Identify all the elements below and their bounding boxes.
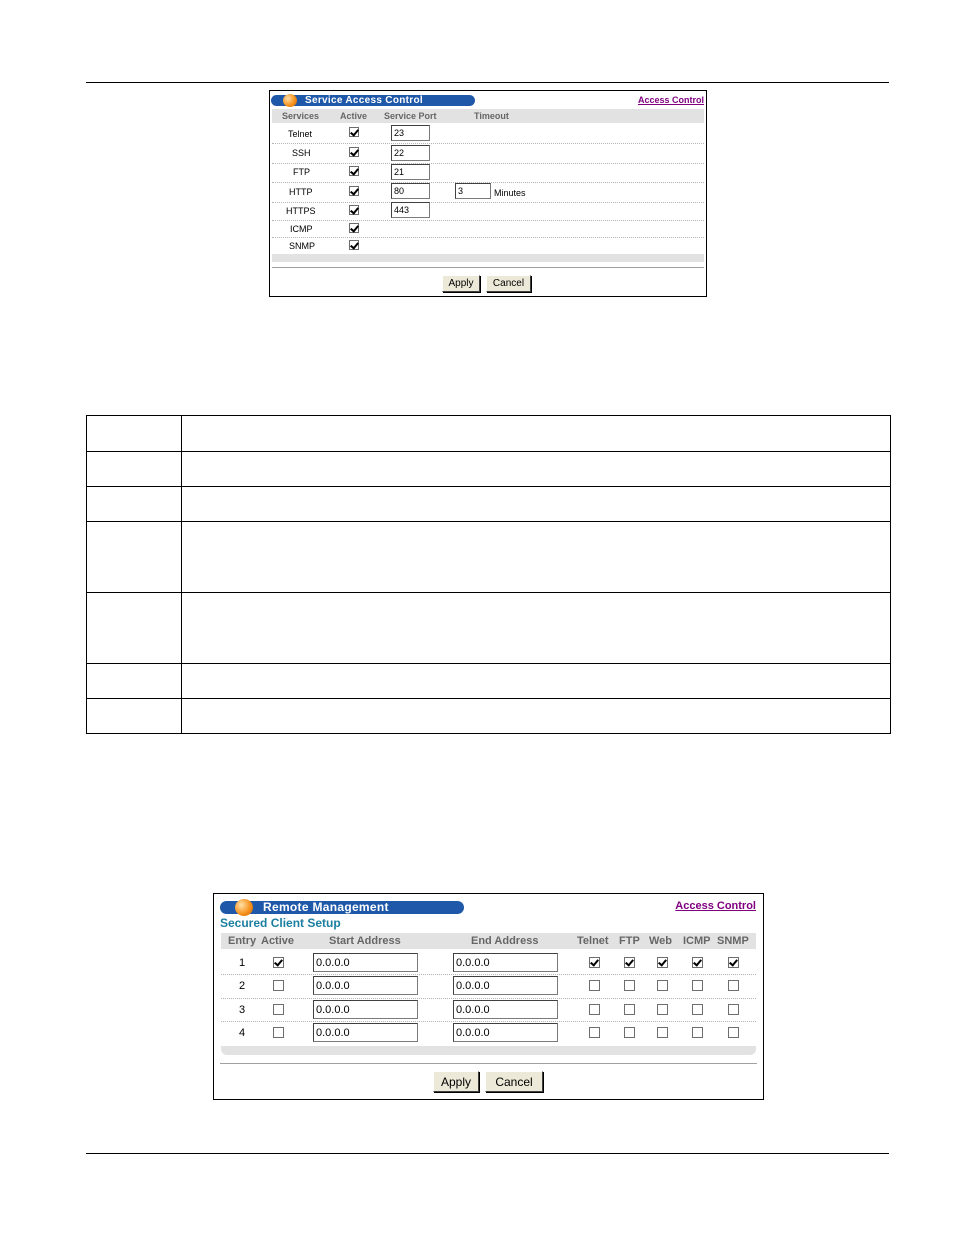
header-start-address: Start Address [329, 935, 401, 947]
header-end-address: End Address [471, 935, 539, 947]
ssh-port-input[interactable] [391, 145, 430, 161]
orb-icon [283, 94, 297, 107]
entry-1-ftp-checkbox[interactable] [624, 957, 635, 968]
table-row [87, 593, 891, 664]
service-name-https: HTTPS [286, 206, 316, 216]
table-row [87, 664, 891, 699]
apply-button[interactable]: Apply [433, 1071, 479, 1092]
snmp-active-checkbox[interactable] [349, 240, 359, 250]
entry-2-web-checkbox[interactable] [657, 980, 668, 991]
button-separator [272, 267, 704, 268]
entry-4-snmp-checkbox[interactable] [728, 1027, 739, 1038]
orb-icon [235, 899, 253, 916]
entry-3-icmp-checkbox[interactable] [692, 1004, 703, 1015]
http-timeout-input[interactable] [455, 183, 491, 199]
entry-2-ftp-checkbox[interactable] [624, 980, 635, 991]
http-port-input[interactable] [391, 183, 430, 199]
apply-button[interactable]: Apply [442, 275, 480, 292]
entry-2-telnet-checkbox[interactable] [589, 980, 600, 991]
entry-1-end-address-input[interactable] [453, 953, 558, 972]
service-name-icmp: ICMP [290, 224, 313, 234]
header-services: Services [282, 111, 320, 121]
remote-management-panel [213, 893, 764, 1100]
timeout-unit-label: Minutes [494, 188, 526, 198]
entry-number-4: 4 [239, 1027, 246, 1039]
entry-2-active-checkbox[interactable] [273, 980, 284, 991]
field-description-table [86, 415, 891, 734]
table-row [87, 522, 891, 593]
icmp-active-checkbox[interactable] [349, 223, 359, 233]
entry-2-icmp-checkbox[interactable] [692, 980, 703, 991]
access-control-link[interactable]: Access Control [637, 95, 704, 105]
header-snmp: SNMP [717, 935, 749, 947]
footer-rule [86, 1153, 889, 1154]
entry-2-start-address-input[interactable] [313, 976, 418, 995]
service-name-ssh: SSH [292, 148, 311, 158]
table-row [87, 699, 891, 734]
table-footer-bar [221, 1046, 756, 1055]
panel-title [220, 901, 464, 914]
entry-4-start-address-input[interactable] [313, 1023, 418, 1042]
https-port-input[interactable] [391, 202, 430, 218]
service-name-http: HTTP [289, 187, 313, 197]
entry-3-snmp-checkbox[interactable] [728, 1004, 739, 1015]
https-active-checkbox[interactable] [349, 205, 359, 215]
ftp-port-input[interactable] [391, 164, 430, 180]
entry-3-ftp-checkbox[interactable] [624, 1004, 635, 1015]
header-timeout: Timeout [474, 111, 509, 121]
telnet-active-checkbox[interactable] [349, 127, 359, 137]
entry-1-web-checkbox[interactable] [657, 957, 668, 968]
entry-3-start-address-input[interactable] [313, 1000, 418, 1019]
panel-title-text: Service Access Control [305, 95, 423, 106]
entry-3-active-checkbox[interactable] [273, 1004, 284, 1015]
ssh-active-checkbox[interactable] [349, 147, 359, 157]
button-separator [220, 1063, 757, 1064]
entry-4-active-checkbox[interactable] [273, 1027, 284, 1038]
table-row [87, 452, 891, 487]
panel-title-text: Remote Management [263, 900, 389, 914]
table-row [87, 487, 891, 522]
header-active: Active [340, 111, 368, 121]
table-footer-bar [272, 254, 704, 262]
entry-number-2: 2 [239, 980, 246, 992]
ftp-active-checkbox[interactable] [349, 166, 359, 176]
access-control-link[interactable]: Access Control [675, 900, 756, 912]
header-rule [86, 82, 889, 83]
entry-3-web-checkbox[interactable] [657, 1004, 668, 1015]
entry-4-telnet-checkbox[interactable] [589, 1027, 600, 1038]
service-name-ftp: FTP [293, 167, 310, 177]
header-active: Active [261, 935, 295, 947]
header-icmp: ICMP [683, 935, 711, 947]
cancel-button[interactable]: Cancel [485, 1071, 543, 1092]
header-web: Web [649, 935, 673, 947]
telnet-port-input[interactable] [391, 125, 430, 141]
entry-4-end-address-input[interactable] [453, 1023, 558, 1042]
entry-1-telnet-checkbox[interactable] [589, 957, 600, 968]
service-access-control-panel [269, 90, 707, 297]
entry-3-end-address-input[interactable] [453, 1000, 558, 1019]
http-active-checkbox[interactable] [349, 186, 359, 196]
cancel-button[interactable]: Cancel [486, 275, 531, 292]
entry-1-snmp-checkbox[interactable] [728, 957, 739, 968]
entry-3-telnet-checkbox[interactable] [589, 1004, 600, 1015]
header-ftp: FTP [619, 935, 640, 947]
entry-2-end-address-input[interactable] [453, 976, 558, 995]
entry-4-icmp-checkbox[interactable] [692, 1027, 703, 1038]
header-service-port: Service Port [384, 111, 437, 121]
entry-number-1: 1 [239, 957, 246, 969]
entry-4-web-checkbox[interactable] [657, 1027, 668, 1038]
section-subtitle: Secured Client Setup [220, 916, 341, 930]
entry-1-icmp-checkbox[interactable] [692, 957, 703, 968]
header-telnet: Telnet [577, 935, 609, 947]
header-entry: Entry [228, 935, 257, 947]
panel-title [271, 95, 475, 106]
entry-1-start-address-input[interactable] [313, 953, 418, 972]
entry-1-active-checkbox[interactable] [273, 957, 284, 968]
service-name-telnet: Telnet [288, 129, 313, 139]
entry-4-ftp-checkbox[interactable] [624, 1027, 635, 1038]
entry-number-3: 3 [239, 1004, 246, 1016]
service-name-snmp: SNMP [289, 241, 316, 251]
entry-2-snmp-checkbox[interactable] [728, 980, 739, 991]
table-row [87, 416, 891, 452]
